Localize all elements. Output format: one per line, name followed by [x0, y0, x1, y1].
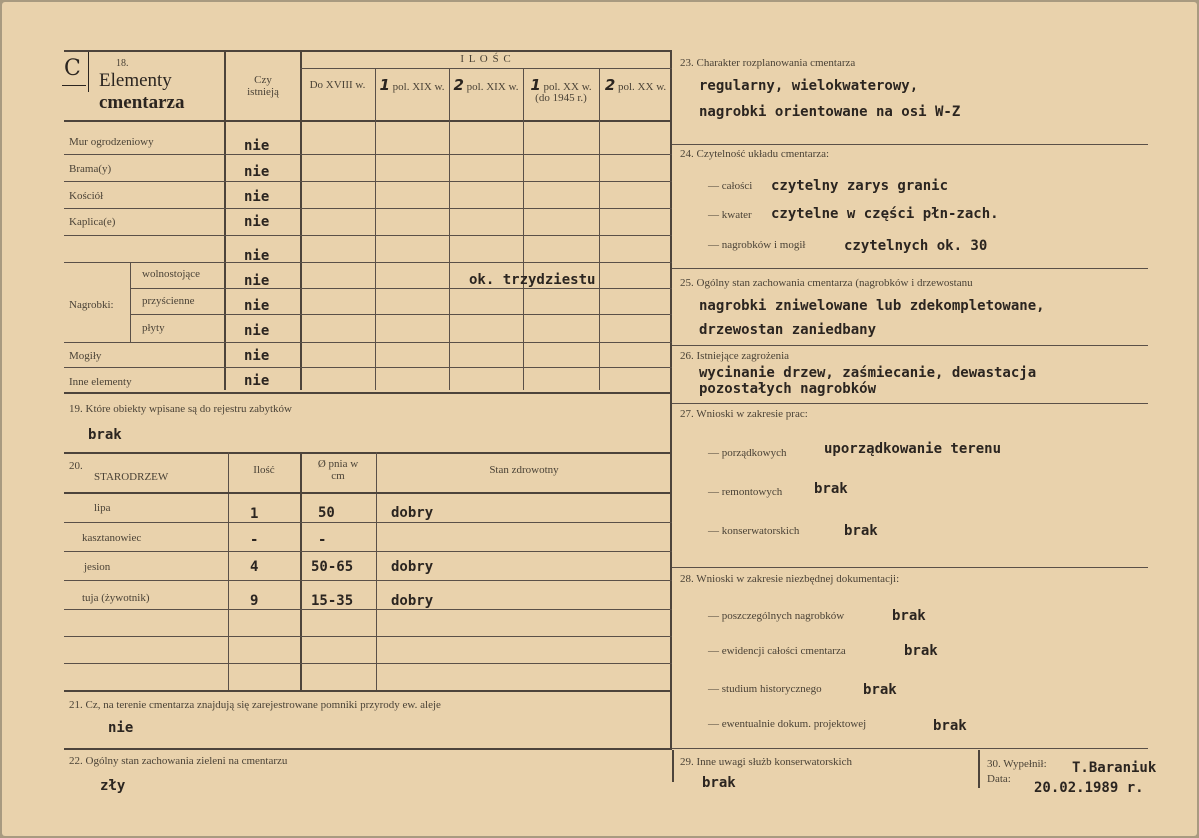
- title-line-2: cmentarza: [99, 92, 185, 113]
- row-value-mur: nie: [244, 138, 270, 154]
- rule: [672, 345, 1148, 346]
- q28-item-label: — poszczególnych nagrobków: [708, 610, 845, 622]
- rule: [64, 492, 672, 494]
- tree-name: jesion: [84, 561, 111, 573]
- period-handwritten-number: 2: [604, 76, 616, 94]
- rule: [64, 262, 672, 263]
- period-handwritten-number: 1: [530, 76, 541, 94]
- nagrobki-label-przyscienne: przyścienne: [142, 295, 195, 307]
- q22-value: zły: [100, 778, 126, 794]
- tree-diameter: 50-65: [311, 559, 354, 575]
- rule: [300, 50, 302, 390]
- rule: [672, 750, 674, 782]
- q28-item-value: brak: [863, 682, 897, 698]
- q27-item-value: brak: [844, 523, 878, 539]
- tree-count: 4: [250, 559, 259, 575]
- row-value-inne: nie: [244, 373, 270, 389]
- q22-label: 22. Ogólny stan zachowania zieleni na cmentarzu: [69, 755, 288, 767]
- tree-state: dobry: [391, 505, 434, 521]
- rule: [978, 750, 980, 788]
- rule: [672, 268, 1148, 269]
- rule: [672, 567, 1148, 568]
- q21-value: nie: [108, 720, 134, 736]
- rule: [64, 551, 672, 552]
- nagrobki-label-plyty: płyty: [142, 322, 165, 334]
- rule: [64, 748, 672, 750]
- period-header: [449, 76, 523, 94]
- q28-item-value: brak: [892, 608, 926, 624]
- q20-col-state: Stan zdrowotny: [489, 464, 559, 476]
- q26-line-2: pozostałych nagrobków: [699, 381, 877, 397]
- q30-date: 20.02.1989 r.: [1034, 780, 1144, 796]
- rule: [672, 144, 1148, 145]
- q30-label: 30. Wypełnił:: [987, 758, 1047, 770]
- q27-label: 27. Wnioski w zakresie prac:: [680, 408, 808, 420]
- q24-item-label: — nagrobków i mogił: [708, 239, 806, 251]
- q27-item-value: brak: [814, 481, 848, 497]
- rule: [64, 208, 672, 209]
- q27-item-label: — porządkowych: [708, 447, 787, 459]
- rule: [64, 235, 672, 236]
- row-label-kaplica: Kaplica(e): [69, 216, 116, 228]
- inventory-card: [2, 2, 1197, 836]
- rule: [670, 50, 672, 750]
- nagrobki-value-przyscienne: nie: [244, 298, 270, 314]
- row-value-brama: nie: [244, 164, 270, 180]
- rule: [672, 403, 1148, 404]
- row-label-brama: Brama(y): [69, 163, 112, 175]
- section-letter: C: [64, 56, 81, 81]
- nagrobki-label: Nagrobki:: [69, 299, 114, 311]
- rule: [64, 181, 672, 182]
- q28-item-label: — ewidencji całości cmentarza: [708, 645, 846, 657]
- q24-item-label: — całości: [708, 180, 753, 192]
- rule: [64, 609, 672, 610]
- rule: [64, 452, 672, 454]
- q26-line-1: wycinanie drzew, zaśmiecanie, dewastacja: [699, 365, 1037, 381]
- rule: [88, 52, 89, 92]
- q29-value: brak: [702, 775, 736, 791]
- q24-item-value: czytelne w części płn-zach.: [771, 206, 999, 222]
- period-label: pol. XIX w.: [466, 81, 519, 93]
- period-handwritten-number: 2: [453, 76, 464, 94]
- q27-item-label: — konserwatorskich: [708, 525, 800, 537]
- q24-item-value: czytelnych ok. 30: [844, 238, 988, 254]
- rule: [64, 522, 672, 523]
- tree-name: tuja (żywotnik): [82, 592, 150, 604]
- period-header: [523, 76, 599, 104]
- q24-label: 24. Czytelność układu cmentarza:: [680, 148, 830, 160]
- rule: [130, 288, 672, 289]
- period-header: [599, 76, 672, 94]
- q25-label: 25. Ogólny stan zachowania cmentarza (nagrobków i drzewostanu: [680, 277, 973, 289]
- tree-count: 1: [250, 506, 259, 522]
- q20-col-diameter: Ø pnia w cm: [317, 458, 359, 482]
- col-exist-header: Czy istnieją: [247, 74, 279, 98]
- period-header: [375, 76, 449, 94]
- rule: [376, 452, 377, 690]
- rule: [64, 580, 672, 581]
- row-label-inne: Inne elementy: [69, 376, 132, 388]
- q27-item-label: — remontowych: [708, 486, 783, 498]
- q24-item-value: czytelny zarys granic: [771, 178, 949, 194]
- nagrobki-count-note: ok. trzydziestu: [469, 272, 596, 288]
- rule: [64, 50, 672, 52]
- q27-item-value: uporządkowanie terenu: [824, 441, 1002, 457]
- tree-name: kasztanowiec: [82, 532, 142, 544]
- q28-item-label: — studium historycznego: [708, 683, 822, 695]
- tree-state: dobry: [391, 593, 434, 609]
- q26-label: 26. Istniejące zagrożenia: [680, 350, 790, 362]
- rule: [300, 452, 302, 690]
- rule: [130, 262, 131, 342]
- row-value-extra: nie: [244, 248, 270, 264]
- q25-line-1: nagrobki zniwelowane lub zdekompletowane,: [699, 298, 1045, 314]
- q30-date-label: Data:: [987, 773, 1011, 785]
- rule: [64, 392, 672, 394]
- row-value-kaplica: nie: [244, 214, 270, 230]
- period-label: Do XVIII w.: [309, 79, 366, 91]
- period-handwritten-number: 1: [379, 76, 390, 94]
- q20-col-ilosc: Ilość: [253, 464, 275, 476]
- nagrobki-label-wolnostojace: wolnostojące: [142, 268, 201, 280]
- q19-label: 19. Które obiekty wpisane są do rejestru zabytków: [69, 403, 292, 415]
- q30-name: T.Baraniuk: [1072, 760, 1157, 776]
- tree-diameter: 15-35: [311, 593, 354, 609]
- title-line-1: Elementy: [99, 70, 172, 91]
- q28-item-value: brak: [933, 718, 967, 734]
- q29-label: 29. Inne uwagi służb konserwatorskich: [680, 756, 852, 768]
- rule: [64, 120, 672, 122]
- rule: [64, 342, 672, 343]
- q23-label: 23. Charakter rozplanowania cmentarza: [680, 57, 856, 69]
- rule: [64, 663, 672, 664]
- tree-count: 9: [250, 593, 259, 609]
- row-value-kosciol: nie: [244, 189, 270, 205]
- ilosc-header: I L O Ś C: [460, 53, 512, 65]
- tree-count: -: [250, 532, 259, 548]
- q25-line-2: drzewostan zaniedbany: [699, 322, 877, 338]
- row-value-mogily: nie: [244, 348, 270, 364]
- q20-col-starodrzew: STARODRZEW: [94, 471, 169, 483]
- tree-diameter: 50: [318, 505, 335, 521]
- nagrobki-value-plyty: nie: [244, 323, 270, 339]
- q24-item-label: — kwater: [708, 209, 752, 221]
- rule: [672, 748, 1148, 749]
- rule: [300, 68, 672, 69]
- row-label-mogily: Mogiły: [69, 350, 102, 362]
- row-label-mur: Mur ogrodzeniowy: [69, 136, 154, 148]
- period-label: pol. XX w. (do 1945 r.): [535, 81, 592, 104]
- q20-number: 20.: [69, 460, 83, 472]
- rule: [64, 690, 672, 692]
- q21-label: 21. Cz, na terenie cmentarza znajdują się zarejestrowane pomniki przyrody ew. aleje: [69, 699, 441, 711]
- period-header: [300, 80, 375, 91]
- nagrobki-value-wolnostojace: nie: [244, 273, 270, 289]
- row-label-kosciol: Kościół: [69, 190, 104, 202]
- tree-name: lipa: [94, 502, 111, 514]
- period-label: pol. XIX w.: [392, 81, 445, 93]
- rule: [64, 154, 672, 155]
- rule: [62, 85, 86, 86]
- tree-diameter: -: [318, 532, 327, 548]
- tree-state: dobry: [391, 559, 434, 575]
- q23-line-2: nagrobki orientowane na osi W-Z: [699, 104, 961, 120]
- rule: [64, 367, 672, 368]
- rule: [224, 50, 226, 390]
- rule: [64, 636, 672, 637]
- title-number: 18.: [116, 58, 129, 69]
- q28-item-label: — ewentualnie dokum. projektowej: [708, 718, 867, 730]
- rule: [130, 314, 672, 315]
- period-label: pol. XX w.: [618, 81, 667, 93]
- q19-value: brak: [88, 427, 122, 443]
- q23-line-1: regularny, wielokwaterowy,: [699, 78, 919, 94]
- rule: [228, 452, 229, 690]
- q28-label: 28. Wnioski w zakresie niezbędnej dokumentacji:: [680, 573, 900, 585]
- q28-item-value: brak: [904, 643, 938, 659]
